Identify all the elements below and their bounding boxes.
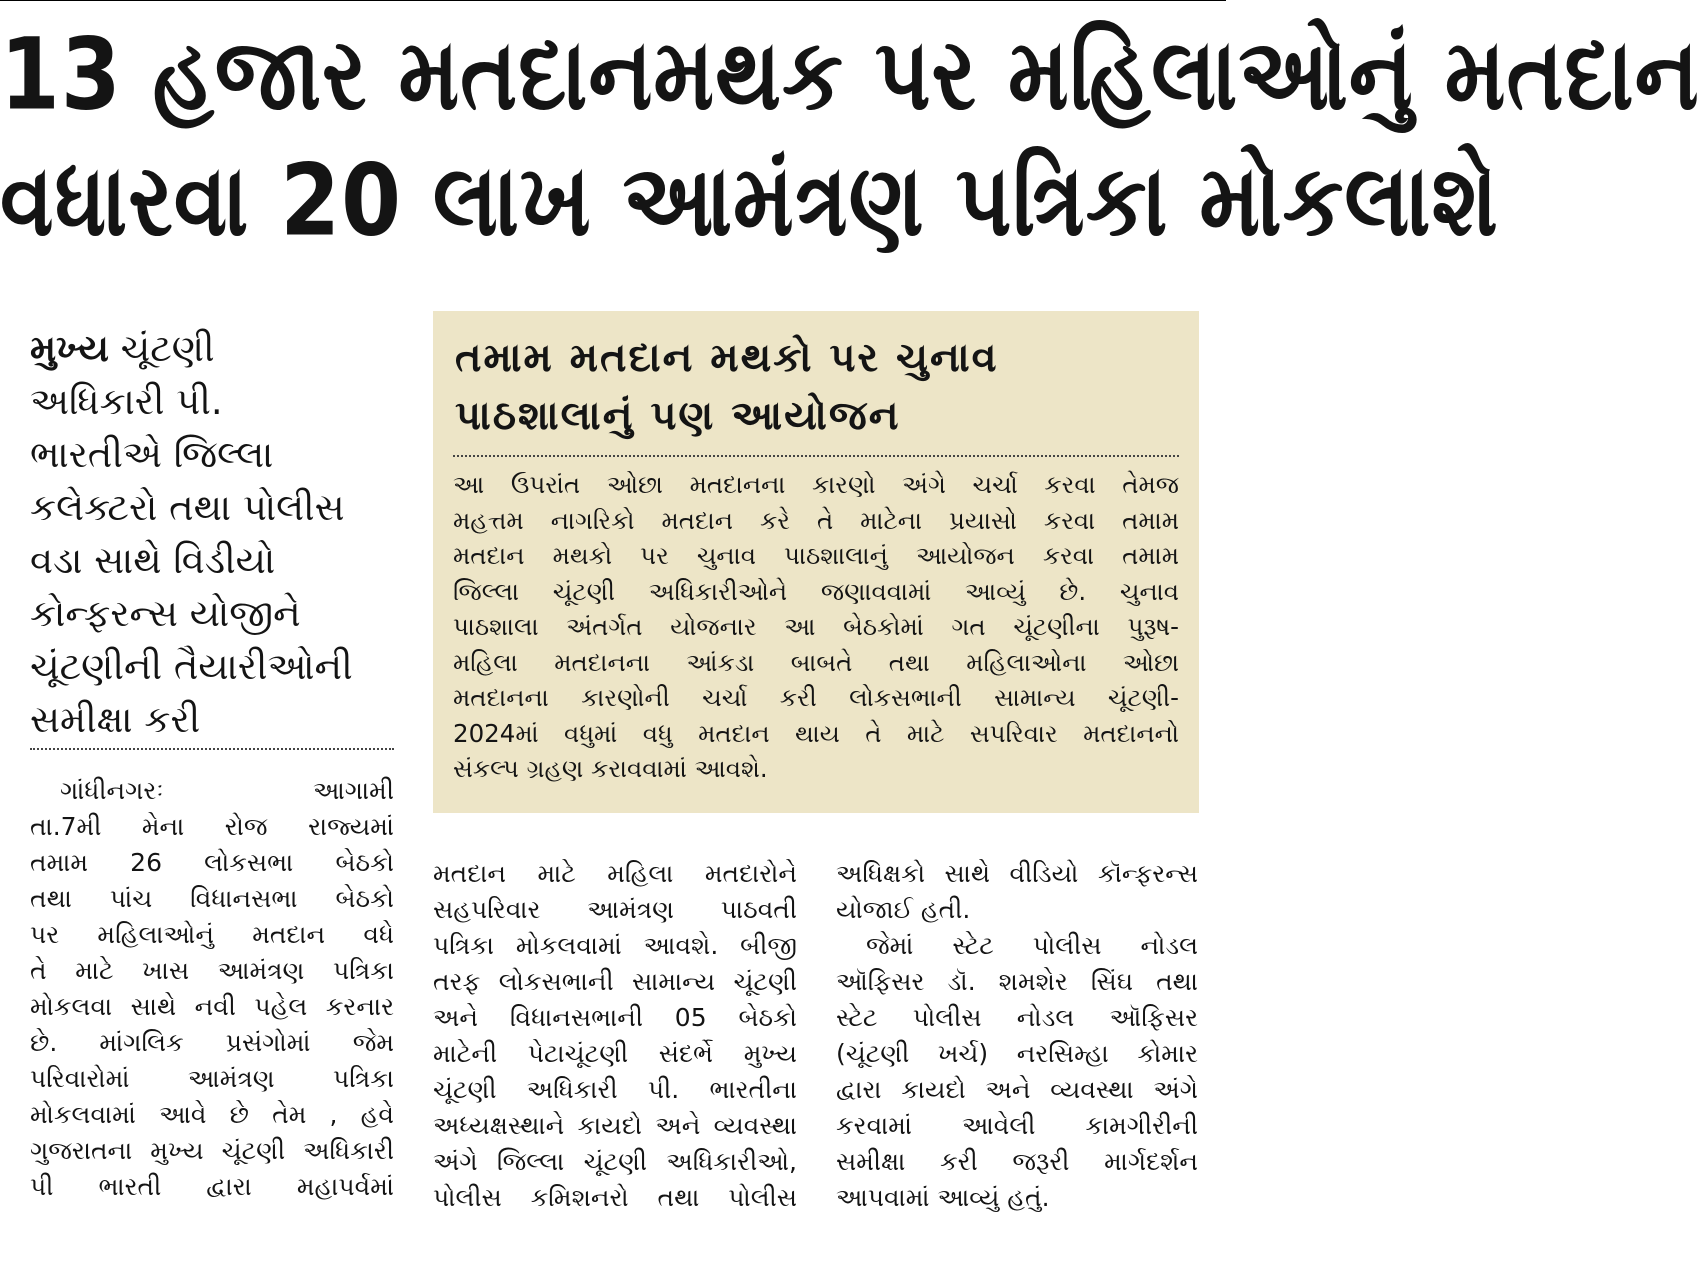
- sidebox-body-line: મતદાનના કારણોની ચર્ચા કરી લોકસભાની સામાન્ય ચૂંટણી-: [453, 683, 1179, 712]
- article-line: ગાંધીનગરઃ આગામી: [60, 776, 394, 805]
- sidebox-title-line-1: તમામ મતદાન મથકો પર ચુનાવ: [455, 335, 999, 381]
- sidebox: [433, 311, 1199, 813]
- lead-line: સમીક્ષા કરી: [30, 698, 201, 741]
- article-line: દ્વારા કાયદો અને વ્યવસ્થા અંગે: [836, 1075, 1198, 1104]
- sidebox-body-line: આ ઉપરાંત ઓછા મતદાનના કારણો અંગે ચર્ચા કરવા તેમજ: [453, 470, 1179, 499]
- article-column-1: [30, 773, 394, 1205]
- lead-first-rest: ચૂંટણી: [108, 327, 215, 370]
- article-line: સહપરિવાર આમંત્રણ પાઠવતી: [433, 895, 797, 924]
- article-line: છે. માંગલિક પ્રસંગોમાં જેમ: [30, 1028, 394, 1057]
- article-line: ચૂંટણી અધિકારી પી. ભારતીના: [433, 1075, 797, 1104]
- article-line: ગુજરાતના મુખ્ય ચૂંટણી અધિકારી: [30, 1136, 394, 1165]
- headline: [0, 12, 1700, 264]
- article-line: અને વિધાનસભાની 05 બેઠકો: [433, 1003, 797, 1032]
- article-line: પત્રિકા મોકલવામાં આવશે. બીજી: [433, 931, 797, 960]
- article-line: મતદાન માટે મહિલા મતદારોને: [433, 859, 797, 888]
- article-line: યોજાઈ હતી.: [836, 895, 971, 924]
- headline-line-2: વધારવા 20 લાખ આમંત્રણ પત્રિકા મોકલાશે: [0, 143, 1499, 259]
- article-column-3: [836, 856, 1198, 1216]
- sidebox-body-line: મહત્તમ નાગરિકો મતદાન કરે તે માટેના પ્રયાસો કરવા તમામ: [453, 505, 1179, 535]
- lead-summary: [30, 322, 396, 746]
- article-line: પર મહિલાઓનું મતદાન વધે: [30, 920, 394, 949]
- sidebox-body-line: મતદાન મથકો પર ચુનાવ પાઠશાલાનું આયોજન કરવા તમામ: [453, 541, 1179, 570]
- sidebox-body-line: જિલ્લા ચૂંટણી અધિકારીઓને જણાવવામાં આવ્યું છે. ચુનાવ: [453, 576, 1179, 606]
- article-column-2: [433, 856, 797, 1216]
- article-line: જેમાં સ્ટેટ પોલીસ નોડલ: [866, 931, 1198, 960]
- article-line: અધિક્ષકો સાથે વીડિયો કૉન્ફરન્સ: [836, 859, 1198, 888]
- lead-divider: [30, 748, 394, 750]
- article-line: પોલીસ કમિશનરો તથા પોલીસ: [433, 1183, 797, 1212]
- headline-line-1: 13 હજાર મતદાનમથક પર મહિલાઓનું મતદાન: [0, 17, 1700, 133]
- sidebox-body: [453, 467, 1179, 787]
- article-line: આપવામાં આવ્યું હતું.: [836, 1183, 1050, 1212]
- article-line: અધ્યક્ષસ્થાને કાયદો અને વ્યવસ્થા: [433, 1111, 797, 1140]
- sidebox-divider: [453, 455, 1179, 457]
- article-line: અંગે જિલ્લા ચૂંટણી અધિકારીઓ,: [433, 1147, 797, 1176]
- article-line: તા.7મી મેના રોજ રાજ્યમાં: [30, 812, 394, 841]
- sidebox-body-line: સંકલ્પ ગ્રહણ કરાવવામાં આવશે.: [453, 754, 768, 783]
- article-line: તે માટે ખાસ આમંત્રણ પત્રિકા: [30, 956, 394, 985]
- lead-line: કલેક્ટરો તથા પોલીસ: [30, 486, 345, 529]
- article-line: ઑફિસર ડૉ. શમશેર સિંઘ તથા: [836, 967, 1198, 996]
- article-line: તમામ 26 લોકસભા બેઠકો: [30, 848, 394, 877]
- lead-bold-word: મુખ્ય: [30, 327, 109, 370]
- article-line: કરવામાં આવેલી કામગીરીની: [836, 1111, 1198, 1140]
- sidebox-body-line: મહિલા મતદાનના આંકડા બાબતે તથા મહિલાઓના ઓછા: [453, 647, 1179, 677]
- article-line: તથા પાંચ વિધાનસભા બેઠકો: [30, 884, 394, 913]
- article-line: તરફ લોકસભાની સામાન્ય ચૂંટણી: [433, 967, 797, 996]
- top-rule: [0, 0, 1226, 1]
- sidebox-title: [455, 329, 999, 445]
- article-line: સ્ટેટ પોલીસ નોડલ ઑફિસર: [836, 1003, 1198, 1032]
- sidebox-body-line: 2024માં વધુમાં વધુ મતદાન થાય તે માટે સપરિવાર મતદાનનો: [453, 718, 1179, 748]
- lead-line: ચૂંટણીની તૈયારીઓની: [30, 645, 353, 688]
- article-line: મોકલવા સાથે નવી પહેલ કરનાર: [30, 992, 394, 1021]
- lead-line: અધિકારી પી.: [30, 380, 223, 423]
- article-line: પી ભારતી દ્વારા મહાપર્વમાં: [30, 1172, 394, 1201]
- article-line: મોકલવામાં આવે છે તેમ , હવે: [30, 1100, 394, 1129]
- article-line: માટેની પેટાચૂંટણી સંદર્ભે મુખ્ય: [433, 1039, 797, 1068]
- sidebox-title-line-2: પાઠશાલાનું પણ આયોજન: [455, 393, 901, 439]
- lead-line: કોન્ફરન્સ યોજીને: [30, 592, 301, 635]
- article-line: પરિવારોમાં આમંત્રણ પત્રિકા: [30, 1064, 394, 1093]
- lead-line: ભારતીએ જિલ્લા: [30, 433, 274, 476]
- lead-line: વડા સાથે વિડીયો: [30, 539, 276, 582]
- article-line: (ચૂંટણી ખર્ચ) નરસિમ્હા કોમાર: [836, 1039, 1198, 1068]
- article-line: સમીક્ષા કરી જરૂરી માર્ગદર્શન: [836, 1147, 1198, 1176]
- sidebox-body-line: પાઠશાલા અંતર્ગત યોજનાર આ બેઠકોમાં ગત ચૂંટણીના પુરૂષ-: [453, 612, 1179, 641]
- lead-line-1: [30, 322, 396, 375]
